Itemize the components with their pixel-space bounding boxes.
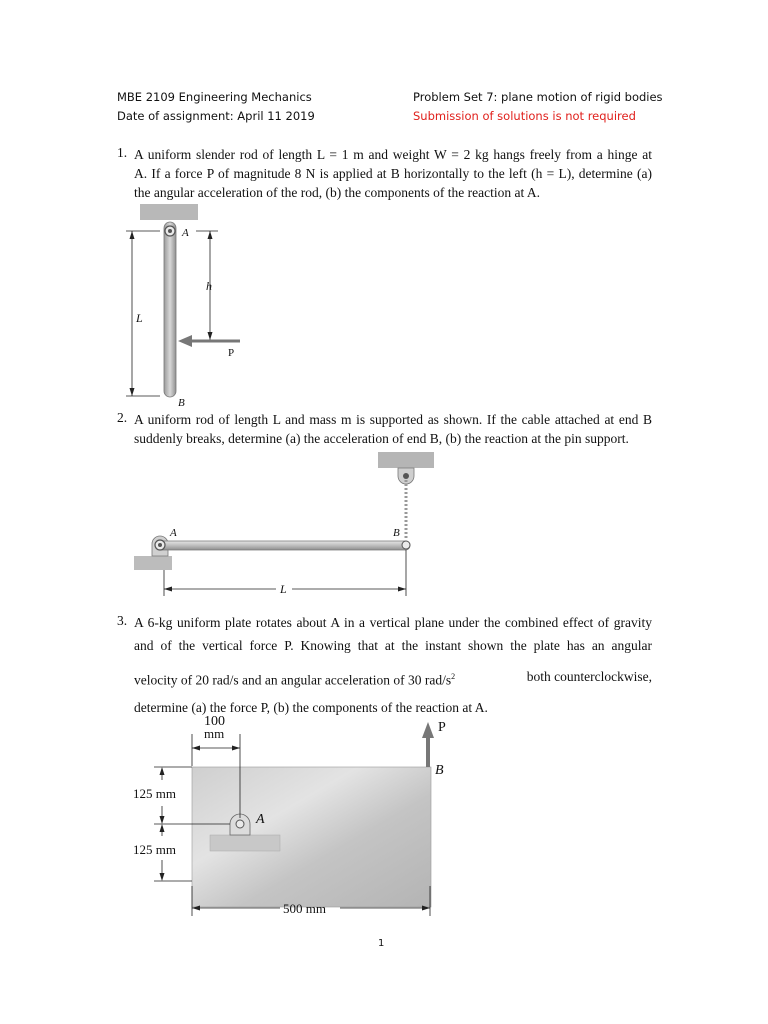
label-h: h: [206, 279, 212, 293]
problem-1-text: [134, 145, 652, 202]
problem-1-number: 1.: [117, 145, 128, 160]
problem-3-line-2: and of the vertical force P. Knowing that at the instant shown the plate has an angular: [134, 638, 652, 653]
uniform-rod: [156, 541, 410, 550]
problem-set-title: Problem Set 7: plane motion of rigid bodies: [413, 90, 663, 104]
pin-support-base: [210, 835, 280, 851]
dim-100-unit: mm: [204, 726, 225, 741]
superscript-2: 2: [451, 672, 456, 681]
label-p: P: [228, 347, 235, 359]
problem-3-line-3b: both counterclockwise,: [526, 669, 652, 684]
dim-125-top: 125 mm: [133, 786, 176, 801]
problem-3-line-3: [134, 667, 652, 690]
label-b: B: [435, 763, 444, 778]
problem-1-line-3: the angular acceleration of the rod, (b) the components of the reaction at A.: [134, 185, 540, 200]
problem-2-line-2: suddenly breaks, determine (a) the acceleration of end B, (b) the reaction at the pin support.: [134, 431, 629, 446]
ceiling-support: [140, 204, 198, 220]
label-a: A: [256, 812, 265, 827]
problem-1-figure: [120, 200, 240, 412]
problem-2-line-1: A uniform rod of length L and mass m is supported as shown. If the cable attached at end B: [134, 412, 652, 427]
dim-100-value: 100: [204, 714, 225, 729]
label-a: A: [182, 227, 189, 239]
label-l: L: [280, 582, 287, 596]
submission-note: Submission of solutions is not required: [413, 109, 636, 123]
label-b: B: [393, 527, 400, 539]
problem-1-line-2: A. If a force P of magnitude 8 N is applied at B horizontally to the left (h = L), determine (a): [134, 166, 652, 181]
page-number: 1: [378, 938, 385, 949]
problem-3-number: 3.: [117, 613, 128, 628]
problem-3-line-3-text: velocity of 20 rad/s and an angular acceleration of 30 rad/s: [134, 672, 452, 688]
label-l: L: [136, 311, 143, 325]
pin-support-base: [134, 556, 172, 570]
course-title: MBE 2109 Engineering Mechanics: [117, 90, 312, 104]
problem-3-figure: [128, 708, 458, 920]
pin-a: [236, 820, 244, 828]
problem-3-text: [134, 613, 652, 717]
problem-2-text: [134, 410, 652, 448]
assignment-date: Date of assignment: April 11 2019: [117, 109, 315, 123]
dim-500: 500 mm: [283, 901, 326, 916]
problem-3-line-3a: [134, 667, 455, 690]
problem-3-line-1: A 6-kg uniform plate rotates about A in a vertical plane under the combined effect of gravity: [134, 615, 652, 630]
dim-125-bottom: 125 mm: [133, 842, 176, 857]
label-p: P: [438, 720, 446, 735]
problem-2-number: 2.: [117, 410, 128, 425]
label-b: B: [178, 397, 185, 409]
problem-2-figure: [128, 448, 438, 602]
slender-rod: [164, 222, 176, 397]
label-a: A: [170, 527, 177, 539]
ceiling-support: [378, 452, 434, 468]
problem-3-line-4: determine (a) the force P, (b) the components of the reaction at A.: [134, 699, 488, 715]
problem-1-line-1: A uniform slender rod of length L = 1 m and weight W = 2 kg hangs freely from a hinge at: [134, 147, 652, 162]
